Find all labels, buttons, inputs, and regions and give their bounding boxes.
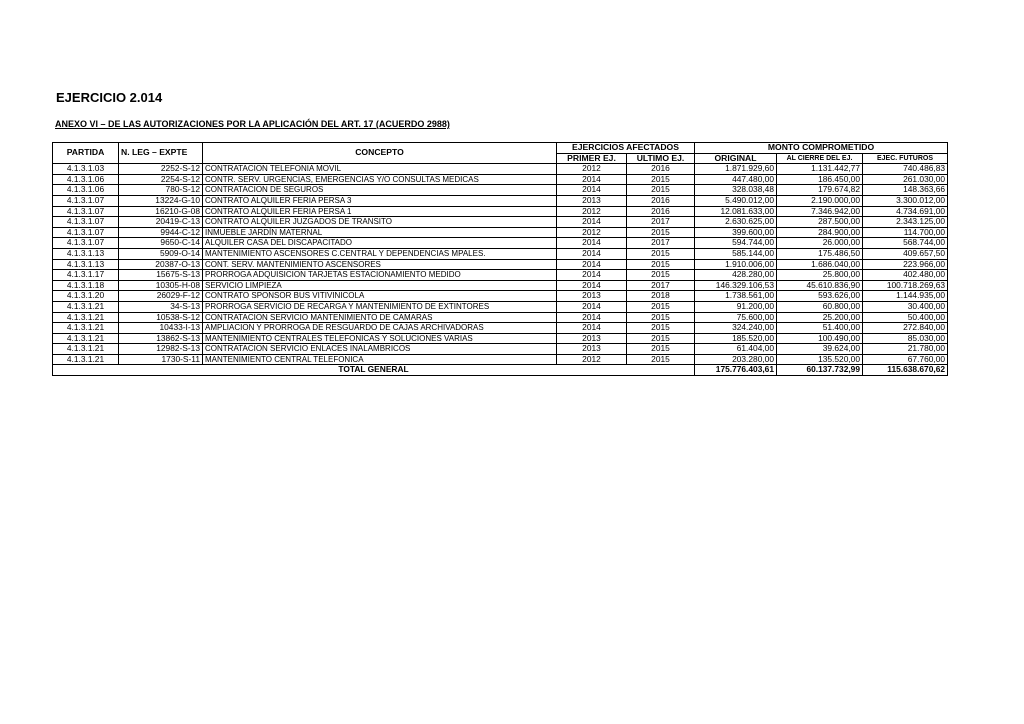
cell-futuros: 21.780,00 bbox=[863, 344, 948, 355]
cell-concepto: INMUEBLE JARDÍN MATERNAL bbox=[203, 227, 557, 238]
cell-primer: 2014 bbox=[557, 280, 627, 291]
cell-original: 61.404,00 bbox=[695, 344, 777, 355]
cell-ultimo: 2015 bbox=[627, 301, 695, 312]
cell-partida: 4.1.3.1.21 bbox=[53, 354, 119, 365]
cell-cierre: 100.490,00 bbox=[777, 333, 863, 344]
cell-futuros: 100.718.269,63 bbox=[863, 280, 948, 291]
cell-partida: 4.1.3.1.03 bbox=[53, 164, 119, 175]
document-subtitle: ANEXO VI – DE LAS AUTORIZACIONES POR LA APLICACIÓN DEL ART. 17 (ACUERDO 2988) bbox=[55, 119, 450, 129]
cell-original: 203.280,00 bbox=[695, 354, 777, 365]
cell-ultimo: 2017 bbox=[627, 238, 695, 249]
cell-ultimo: 2017 bbox=[627, 217, 695, 228]
cell-futuros: 2.343.125,00 bbox=[863, 217, 948, 228]
cell-primer: 2013 bbox=[557, 291, 627, 302]
cell-cierre: 26.000,00 bbox=[777, 238, 863, 249]
cell-concepto: SERVICIO LIMPIEZA bbox=[203, 280, 557, 291]
cell-ultimo: 2016 bbox=[627, 206, 695, 217]
cell-primer: 2014 bbox=[557, 259, 627, 270]
cell-nleg: 16210-G-08 bbox=[119, 206, 203, 217]
cell-primer: 2014 bbox=[557, 174, 627, 185]
cell-nleg: 13224-G-10 bbox=[119, 195, 203, 206]
cell-partida: 4.1.3.1.13 bbox=[53, 259, 119, 270]
cell-cierre: 179.674,82 bbox=[777, 185, 863, 196]
cell-cierre: 25.200,00 bbox=[777, 312, 863, 323]
total-futuros: 115.638.670,62 bbox=[863, 365, 948, 376]
header-concepto: CONCEPTO bbox=[203, 143, 557, 164]
cell-cierre: 284.900,00 bbox=[777, 227, 863, 238]
table-row bbox=[53, 195, 948, 206]
cell-original: 1.738.561,00 bbox=[695, 291, 777, 302]
cell-cierre: 1.686.040,00 bbox=[777, 259, 863, 270]
cell-concepto: MANTENIMIENTO CENTRALES TELEFONICAS Y SOLUCIONES VARIAS bbox=[203, 333, 557, 344]
cell-ultimo: 2015 bbox=[627, 227, 695, 238]
cell-concepto: ALQUILER CASA DEL DISCAPACITADO bbox=[203, 238, 557, 249]
cell-concepto: CONTRATO ALQUILER FERIA PERSA 3 bbox=[203, 195, 557, 206]
cell-cierre: 60.800,00 bbox=[777, 301, 863, 312]
table-row bbox=[53, 248, 948, 259]
table-row bbox=[53, 174, 948, 185]
table-row bbox=[53, 291, 948, 302]
cell-ultimo: 2015 bbox=[627, 312, 695, 323]
header-partida: PARTIDA bbox=[53, 143, 119, 164]
cell-cierre: 7.346.942,00 bbox=[777, 206, 863, 217]
cell-primer: 2014 bbox=[557, 312, 627, 323]
cell-concepto: CONTRATO ALQUILER JUZGADOS DE TRANSITO bbox=[203, 217, 557, 228]
cell-original: 5.490.012,00 bbox=[695, 195, 777, 206]
header-monto: MONTO COMPROMETIDO bbox=[695, 143, 948, 154]
cell-concepto: MANTENIMIENTO CENTRAL TELEFONICA bbox=[203, 354, 557, 365]
cell-nleg: 20387-O-13 bbox=[119, 259, 203, 270]
cell-primer: 2014 bbox=[557, 185, 627, 196]
cell-partida: 4.1.3.1.21 bbox=[53, 301, 119, 312]
cell-concepto: CONTR. SERV. URGENCIAS, EMERGENCIAS Y/O CONSULTAS MEDICAS bbox=[203, 174, 557, 185]
cell-futuros: 402.480,00 bbox=[863, 270, 948, 281]
cell-ultimo: 2015 bbox=[627, 333, 695, 344]
cell-original: 1.910.006,00 bbox=[695, 259, 777, 270]
cell-futuros: 4.734.691,00 bbox=[863, 206, 948, 217]
cell-original: 399.600,00 bbox=[695, 227, 777, 238]
cell-primer: 2012 bbox=[557, 227, 627, 238]
cell-original: 585.144,00 bbox=[695, 248, 777, 259]
cell-concepto: PRORROGA ADQUISICION TARJETAS ESTACIONAMIENTO MEDIDO bbox=[203, 270, 557, 281]
cell-primer: 2014 bbox=[557, 270, 627, 281]
total-label: TOTAL GENERAL bbox=[53, 365, 695, 376]
cell-original: 428.280,00 bbox=[695, 270, 777, 281]
cell-partida: 4.1.3.1.21 bbox=[53, 323, 119, 334]
cell-cierre: 39.624,00 bbox=[777, 344, 863, 355]
table-row bbox=[53, 270, 948, 281]
cell-original: 324.240,00 bbox=[695, 323, 777, 334]
table-row bbox=[53, 206, 948, 217]
cell-concepto: CONTRATACION SERVICIO ENLACES INALAMBRICOS bbox=[203, 344, 557, 355]
cell-cierre: 175.486,50 bbox=[777, 248, 863, 259]
table-row bbox=[53, 164, 948, 175]
table-row bbox=[53, 280, 948, 291]
cell-concepto: CONTRATACION TELEFONIA MOVIL bbox=[203, 164, 557, 175]
cell-partida: 4.1.3.1.21 bbox=[53, 344, 119, 355]
cell-partida: 4.1.3.1.13 bbox=[53, 248, 119, 259]
cell-ultimo: 2015 bbox=[627, 354, 695, 365]
cell-nleg: 26029-F-12 bbox=[119, 291, 203, 302]
cell-original: 1.871.929,60 bbox=[695, 164, 777, 175]
cell-nleg: 9944-C-12 bbox=[119, 227, 203, 238]
cell-futuros: 272.840,00 bbox=[863, 323, 948, 334]
cell-nleg: 13862-S-13 bbox=[119, 333, 203, 344]
cell-partida: 4.1.3.1.07 bbox=[53, 206, 119, 217]
table-row bbox=[53, 227, 948, 238]
cell-original: 447.480,00 bbox=[695, 174, 777, 185]
header-nleg: N. LEG – EXPTE bbox=[119, 143, 203, 164]
cell-concepto: MANTENIMIENTO ASCENSORES C.CENTRAL Y DEPENDENCIAS MPALES. bbox=[203, 248, 557, 259]
cell-nleg: 9650-C-14 bbox=[119, 238, 203, 249]
cell-concepto: PRORROGA SERVICIO DE RECARGA Y MANTENIMIENTO DE EXTINTORES bbox=[203, 301, 557, 312]
table-row bbox=[53, 344, 948, 355]
cell-nleg: 10305-H-08 bbox=[119, 280, 203, 291]
cell-futuros: 50.400,00 bbox=[863, 312, 948, 323]
header-primer: PRIMER EJ. bbox=[557, 153, 627, 164]
cell-ultimo: 2017 bbox=[627, 280, 695, 291]
cell-cierre: 593.626,00 bbox=[777, 291, 863, 302]
cell-primer: 2014 bbox=[557, 323, 627, 334]
table-row bbox=[53, 354, 948, 365]
cell-nleg: 780-S-12 bbox=[119, 185, 203, 196]
cell-primer: 2014 bbox=[557, 217, 627, 228]
cell-ultimo: 2018 bbox=[627, 291, 695, 302]
cell-cierre: 186.450,00 bbox=[777, 174, 863, 185]
cell-futuros: 148.363,66 bbox=[863, 185, 948, 196]
header-ejercicios: EJERCICIOS AFECTADOS bbox=[557, 143, 695, 154]
document-title: EJERCICIO 2.014 bbox=[56, 90, 163, 105]
cell-nleg: 10433-I-13 bbox=[119, 323, 203, 334]
cell-futuros: 409.657,50 bbox=[863, 248, 948, 259]
table-row bbox=[53, 259, 948, 270]
cell-cierre: 135.520,00 bbox=[777, 354, 863, 365]
cell-concepto: CONTRATO ALQUILER FERIA PERSA 1 bbox=[203, 206, 557, 217]
cell-original: 594.744,00 bbox=[695, 238, 777, 249]
table-row bbox=[53, 312, 948, 323]
table-row bbox=[53, 185, 948, 196]
cell-futuros: 85.030,00 bbox=[863, 333, 948, 344]
cell-partida: 4.1.3.1.06 bbox=[53, 185, 119, 196]
total-cierre: 60.137.732,99 bbox=[777, 365, 863, 376]
table-row bbox=[53, 217, 948, 228]
cell-ultimo: 2016 bbox=[627, 164, 695, 175]
cell-futuros: 223.966,00 bbox=[863, 259, 948, 270]
total-row bbox=[53, 365, 948, 376]
cell-original: 2.630.625,00 bbox=[695, 217, 777, 228]
cell-futuros: 67.760,00 bbox=[863, 354, 948, 365]
cell-cierre: 25.800,00 bbox=[777, 270, 863, 281]
table-row bbox=[53, 301, 948, 312]
cell-cierre: 287.500,00 bbox=[777, 217, 863, 228]
cell-ultimo: 2015 bbox=[627, 174, 695, 185]
cell-primer: 2013 bbox=[557, 344, 627, 355]
cell-partida: 4.1.3.1.07 bbox=[53, 227, 119, 238]
cell-primer: 2014 bbox=[557, 248, 627, 259]
table-row bbox=[53, 333, 948, 344]
cell-nleg: 15675-S-13 bbox=[119, 270, 203, 281]
table-header bbox=[53, 143, 948, 164]
cell-nleg: 5909-O-14 bbox=[119, 248, 203, 259]
header-futuros: EJEC. FUTUROS bbox=[863, 153, 948, 164]
cell-partida: 4.1.3.1.18 bbox=[53, 280, 119, 291]
total-original: 175.776.403,61 bbox=[695, 365, 777, 376]
cell-futuros: 1.144.935,00 bbox=[863, 291, 948, 302]
cell-nleg: 12982-S-13 bbox=[119, 344, 203, 355]
cell-concepto: CONTRATACION DE SEGUROS bbox=[203, 185, 557, 196]
cell-original: 146.329.106,53 bbox=[695, 280, 777, 291]
cell-futuros: 740.486,83 bbox=[863, 164, 948, 175]
cell-primer: 2013 bbox=[557, 195, 627, 206]
cell-cierre: 1.131.442,77 bbox=[777, 164, 863, 175]
cell-ultimo: 2015 bbox=[627, 248, 695, 259]
cell-futuros: 3.300.012,00 bbox=[863, 195, 948, 206]
cell-futuros: 261.030,00 bbox=[863, 174, 948, 185]
cell-ultimo: 2015 bbox=[627, 323, 695, 334]
cell-original: 75.600,00 bbox=[695, 312, 777, 323]
cell-futuros: 114.700,00 bbox=[863, 227, 948, 238]
header-ultimo: ULTIMO EJ. bbox=[627, 153, 695, 164]
authorizations-table bbox=[52, 142, 948, 376]
cell-primer: 2012 bbox=[557, 164, 627, 175]
cell-partida: 4.1.3.1.07 bbox=[53, 238, 119, 249]
cell-concepto: AMPLIACION Y PRORROGA DE RESGUARDO DE CAJAS ARCHIVADORAS bbox=[203, 323, 557, 334]
cell-nleg: 1730-S-11 bbox=[119, 354, 203, 365]
cell-partida: 4.1.3.1.07 bbox=[53, 195, 119, 206]
cell-primer: 2013 bbox=[557, 333, 627, 344]
cell-original: 91.200,00 bbox=[695, 301, 777, 312]
cell-primer: 2012 bbox=[557, 206, 627, 217]
cell-nleg: 2252-S-12 bbox=[119, 164, 203, 175]
cell-original: 12.081.633,00 bbox=[695, 206, 777, 217]
cell-partida: 4.1.3.1.07 bbox=[53, 217, 119, 228]
cell-primer: 2014 bbox=[557, 238, 627, 249]
cell-nleg: 34-S-13 bbox=[119, 301, 203, 312]
cell-nleg: 2254-S-12 bbox=[119, 174, 203, 185]
cell-cierre: 51.400,00 bbox=[777, 323, 863, 334]
cell-cierre: 45.610.836,90 bbox=[777, 280, 863, 291]
cell-nleg: 10538-S-12 bbox=[119, 312, 203, 323]
cell-partida: 4.1.3.1.17 bbox=[53, 270, 119, 281]
cell-nleg: 20419-C-13 bbox=[119, 217, 203, 228]
cell-original: 185.520,00 bbox=[695, 333, 777, 344]
cell-ultimo: 2015 bbox=[627, 344, 695, 355]
cell-concepto: CONT. SERV. MANTENIMIENTO ASCENSORES bbox=[203, 259, 557, 270]
cell-partida: 4.1.3.1.21 bbox=[53, 312, 119, 323]
table-row bbox=[53, 323, 948, 334]
cell-futuros: 30.400,00 bbox=[863, 301, 948, 312]
cell-original: 328.038,48 bbox=[695, 185, 777, 196]
cell-ultimo: 2015 bbox=[627, 259, 695, 270]
header-original: ORIGINAL bbox=[695, 153, 777, 164]
cell-concepto: CONTRATO SPONSOR BUS VITIVINICOLA bbox=[203, 291, 557, 302]
table-body bbox=[53, 164, 948, 365]
cell-futuros: 568.744,00 bbox=[863, 238, 948, 249]
cell-partida: 4.1.3.1.21 bbox=[53, 333, 119, 344]
cell-primer: 2014 bbox=[557, 301, 627, 312]
cell-primer: 2012 bbox=[557, 354, 627, 365]
cell-concepto: CONTRATACION SERVICIO MANTENIMIENTO DE CAMARAS bbox=[203, 312, 557, 323]
table-row bbox=[53, 238, 948, 249]
cell-partida: 4.1.3.1.20 bbox=[53, 291, 119, 302]
cell-ultimo: 2015 bbox=[627, 270, 695, 281]
cell-cierre: 2.190.000,00 bbox=[777, 195, 863, 206]
cell-ultimo: 2015 bbox=[627, 185, 695, 196]
header-cierre: AL CIERRE DEL EJ. bbox=[777, 153, 863, 164]
cell-partida: 4.1.3.1.06 bbox=[53, 174, 119, 185]
cell-ultimo: 2016 bbox=[627, 195, 695, 206]
